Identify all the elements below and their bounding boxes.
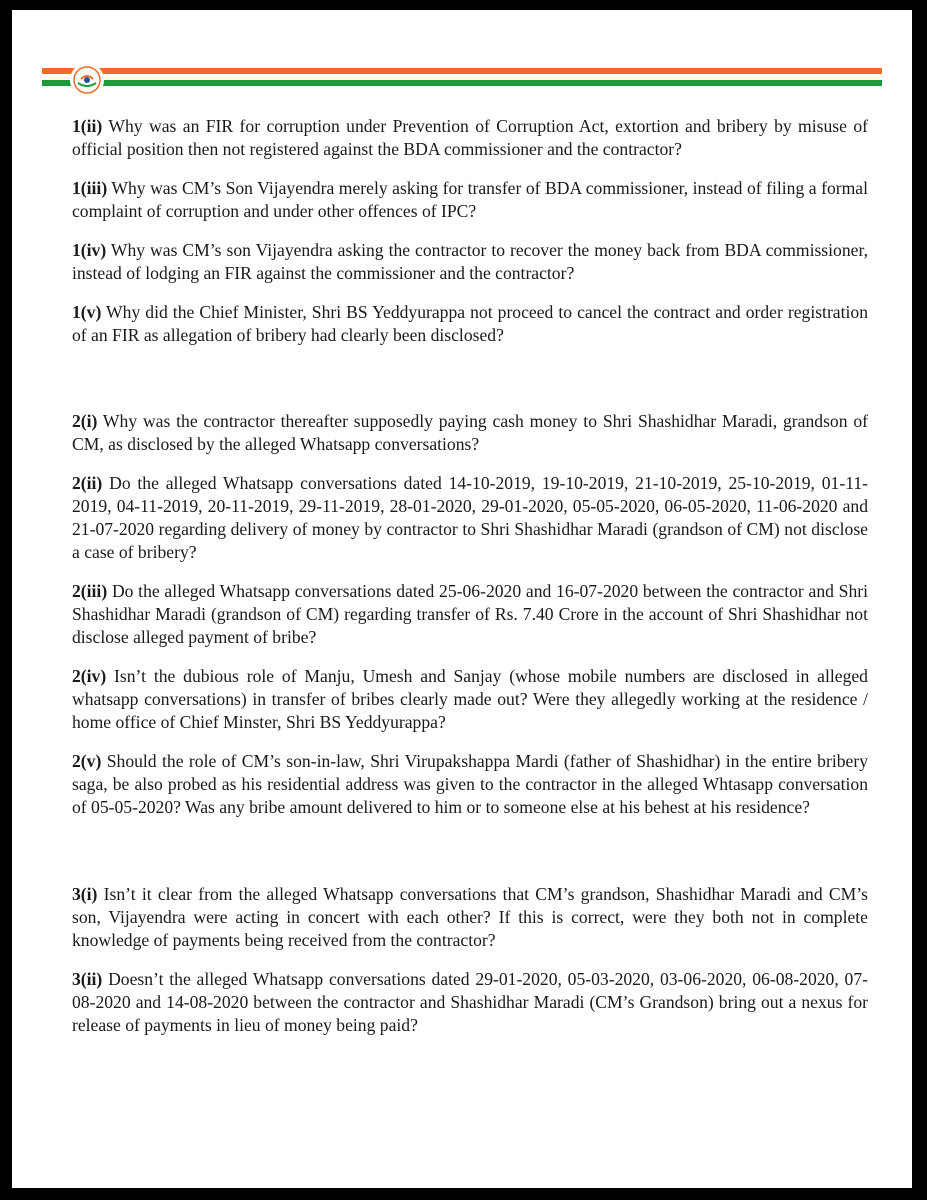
question-2-iii: 2(iii) Do the alleged Whatsapp conversations dated 25-06-2020 and 16-07-2020 between the contractor and Shri Shashidhar Maradi (grandson of CM) regarding transfer of Rs. 7.40 Crore in the account of Shri Shashidhar not disclose alleged payment of bribe?	[72, 581, 868, 647]
question-2-i: 2(i) Why was the contractor thereafter supposedly paying cash money to Shri Shashidhar Maradi, grandson of CM, as disclosed by the alleged Whatsapp conversations?	[72, 411, 868, 454]
question-1-v: 1(v) Why did the Chief Minister, Shri BS Yeddyurappa not proceed to cancel the contract and order registration of an FIR as allegation of bribery had clearly been disclosed?	[72, 302, 868, 345]
questions-body	[72, 115, 868, 1053]
question-1-iv: 1(iv) Why was CM’s son Vijayendra asking the contractor to recover the money back from BDA commissioner, instead of lodging an FIR against the commissioner and the contractor?	[72, 240, 868, 283]
section-spacer	[72, 363, 868, 410]
question-3-ii: 3(ii) Doesn’t the alleged Whatsapp conversations dated 29-01-2020, 05-03-2020, 03-06-2020, 06-08-2020, 07-08-2020 and 14-08-2020 between the contractor and Shashidhar Maradi (CM’s Grandson) bring out a nexus for release of payments in lieu of money being paid?	[72, 969, 868, 1035]
question-2-iv: 2(iv) Isn’t the dubious role of Manju, Umesh and Sanjay (whose mobile numbers are disclosed in alleged whatsapp conversations) in transfer of bribes clearly made out? Were they allegedly working at the residence / home office of Chief Minster, Shri BS Yeddyurappa?	[72, 666, 868, 732]
question-2-ii: 2(ii) Do the alleged Whatsapp conversations dated 14-10-2019, 19-10-2019, 21-10-2019, 25-10-2019, 01-11-2019, 04-11-2019, 20-11-2019, 29-11-2019, 28-01-2020, 29-01-2020, 05-05-2020, 06-05-2020, 11-06-2020 and 21-07-2020 regarding delivery of money by contractor to Shri Shashidhar Maradi (grandson of CM) not disclose a case of bribery?	[72, 473, 868, 562]
header-tricolor-bar	[42, 65, 882, 97]
party-emblem-icon	[70, 63, 104, 97]
green-stripe	[42, 80, 882, 86]
question-2-v: 2(v) Should the role of CM’s son-in-law, Shri Virupakshappa Mardi (father of Shashidhar) in the entire bribery saga, be also probed as his residential address was given to the contractor in the alleged Whtasapp conversation of 05-05-2020? Was any bribe amount delivered to him or to someone else at his behest at his residence?	[72, 751, 868, 817]
question-1-ii: 1(ii) Why was an FIR for corruption under Prevention of Corruption Act, extortion and bribery by misuse of official position then not registered against the BDA commissioner and the contractor?	[72, 116, 868, 159]
section-spacer	[72, 835, 868, 883]
document-page	[12, 10, 912, 1188]
question-3-i: 3(i) Isn’t it clear from the alleged Whatsapp conversations that CM’s grandson, Shashidhar Maradi and CM’s son, Vijayendra were acting in concert with each other? If this is correct, were they both not in complete knowledge of payments being received from the contractor?	[72, 884, 868, 950]
question-1-iii: 1(iii) Why was CM’s Son Vijayendra merely asking for transfer of BDA commissioner, instead of filing a formal complaint of corruption and under other offences of IPC?	[72, 178, 868, 221]
